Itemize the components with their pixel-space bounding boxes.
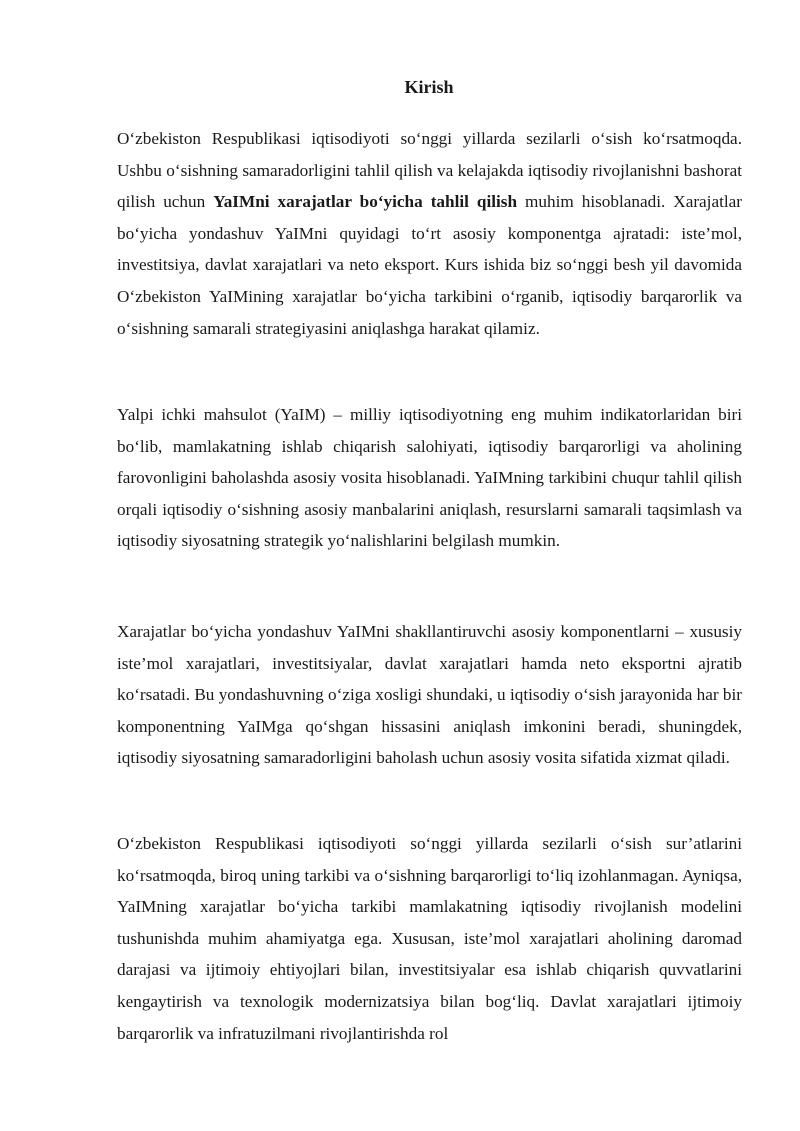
page-title: Kirish [404,77,454,97]
paragraph-uzbekistan-growth: O‘zbekiston Respublikasi iqtisodiyoti so‘nggi yillarda sezilarli o‘sish sur’atlarini ko‘rsatmoqda, biroq uning tarkibi va o‘sishning barqarorligi to‘liq izohlanmagan. Ayniqsa, YaIMning xarajatlar bo‘yicha tarkibi mamlakatning iqtisodiy rivojlanish modelini tushunishda muhim ahamiyatga ega. Xususan, iste’mol xarajatlari aholining daromad darajasi va ijtimoiy ehtiyojlari bilan, investitsiyalar esa ishlab chiqarish quvvatlarini kengaytirish va texnologik modernizatsiya bilan bog‘liq. Davlat xarajatlari ijtimoiy barqarorlik va infratuzilmani rivojlantirishda rol [117,834,742,1043]
paragraph-intro-bold-phrase: YaIMni xarajatlar bo‘yicha tahlil qilish [213,192,518,212]
paragraph-intro [117,123,742,344]
paragraph-expenditure-approach: Xarajatlar bo‘yicha yondashuv YaIMni shakllantiruvchi asosiy komponentlarni – xususiy iste’mol xarajatlari, investitsiyalar, davlat xarajatlari hamda neto eksportni ajratib ko‘rsatadi. Bu yondashuvning o‘ziga xosligi shundaki, u iqtisodiy o‘sish jarayonida har bir komponentning YaIMga qo‘shgan hissasini aniqlash imkonini beradi, shuningdek, iqtisodiy siyosatning samaradorligini baholash uchun asosiy vosita sifatida xizmat qiladi. [117,622,742,768]
paragraph-intro-text-end: muhim hisoblanadi. Xarajatlar bo‘yicha yondashuv YaIMni quyidagi to‘rt asosiy komponentga ajratadi: iste’mol, investitsiya, davlat xarajatlari va neto eksport. Kurs ishida biz so‘nggi besh yil davomida O‘zbekiston YaIMining xarajatlar bo‘yicha tarkibini o‘rganib, iqtisodiy barqarorlik va o‘sishning samarali strategiyasini aniqlashga harakat qilamiz. [117,192,742,338]
paragraph-gdp-definition: Yalpi ichki mahsulot (YaIM) – milliy iqtisodiyotning eng muhim indikatorlaridan biri bo‘lib, mamlakatning ishlab chiqarish salohiyati, iqtisodiy barqarorligi va aholining farovonligini baholashda asosiy vosita hisoblanadi. YaIMning tarkibini chuqur tahlil qilish orqali iqtisodiy o‘sishning asosiy manbalarini aniqlash, resurslarni samarali taqsimlash va iqtisodiy siyosatning strategik yo‘nalishlarini belgilash mumkin. [117,405,742,551]
paragraph-intro-text-start: O‘zbekiston Respublikasi iqtisodiyoti so‘nggi yillarda sezilarli o‘sish ko‘rsatmoqda. Ushbu o‘sishning samaradorligini tahlil qilish va kelajakda iqtisodiy rivojlanishni bashorat qilish uchun [117,129,742,212]
